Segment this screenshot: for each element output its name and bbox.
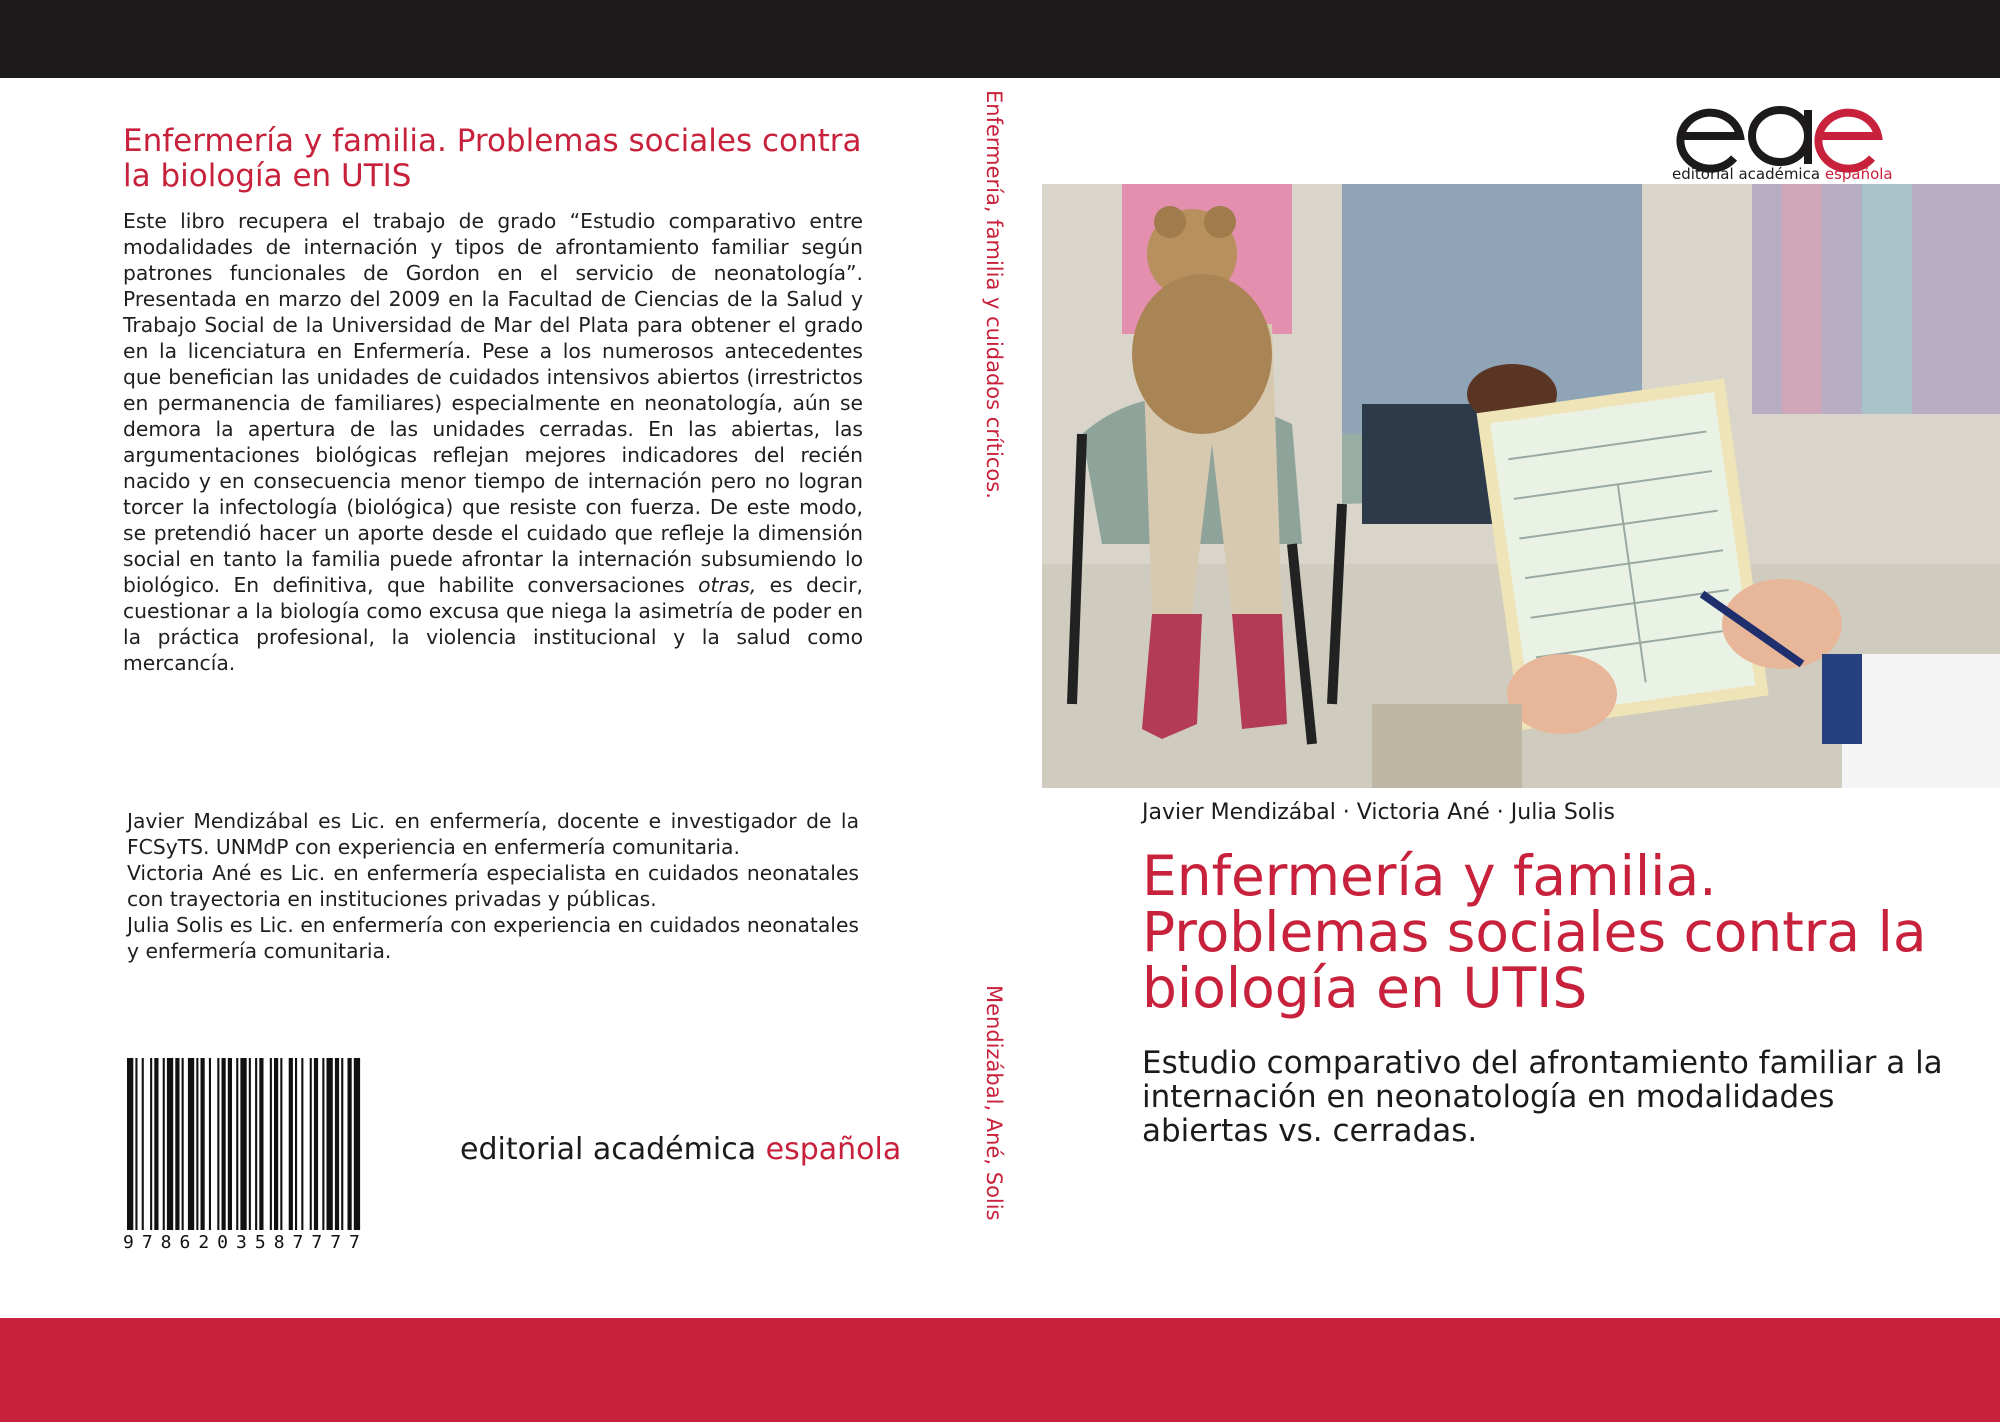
logo-caption-main: editorial académica bbox=[1672, 165, 1825, 183]
bottom-band bbox=[0, 1318, 2000, 1422]
spine-authors: Mendizábal, Ané, Solis bbox=[982, 985, 1006, 1221]
bio-ane: Victoria Ané es Lic. en enfermería especialista en cuidados neonatales con trayectoria en instituciones privadas y públicas. bbox=[127, 861, 859, 911]
logo-caption-accent: española bbox=[1824, 165, 1893, 183]
publisher-name: editorial académica bbox=[460, 1132, 766, 1167]
logo-caption bbox=[1672, 165, 1893, 183]
spine-title: Enfermería, familia y cuidados críticos. bbox=[982, 90, 1006, 499]
back-publisher-logo bbox=[460, 1132, 901, 1167]
blurb-end: es decir, cuestionar a la biología como excusa que niega la asimetría de poder en la práctica profesional, la violencia institucional y la salud como mercancía. bbox=[123, 573, 863, 675]
front-cover-subtitle: Estudio comparativo del afrontamiento familiar a la internación en neonatología en modalidades abiertas vs. cerradas. bbox=[1142, 1045, 1943, 1149]
bio-solis: Julia Solis es Lic. en enfermería con experiencia en cuidados neonatales y enfermería comunitaria. bbox=[127, 913, 859, 963]
isbn-digits: 9786203587777 bbox=[123, 1232, 368, 1253]
top-band bbox=[0, 0, 2000, 78]
bio-mendizabal: Javier Mendizábal es Lic. en enfermería, docente e investigador de la FCSyTS. UNMdP con experiencia en enfermería comunitaria. bbox=[127, 809, 859, 859]
back-cover-title: Enfermería y familia. Problemas sociales contra la biología en UTIS bbox=[123, 123, 862, 194]
author-bios bbox=[127, 808, 859, 964]
publisher-accent: española bbox=[765, 1132, 902, 1167]
front-cover-title: Enfermería y familia. Problemas sociales contra la biología en UTIS bbox=[1142, 844, 1927, 1020]
back-cover-blurb bbox=[123, 208, 863, 676]
front-authors: Javier Mendizábal · Victoria Ané · Julia Solis bbox=[1142, 800, 1616, 825]
blurb-text: Este libro recupera el trabajo de grado “Estudio comparativo entre modalidades de internación y tipos de afrontamiento familiar según patrones funcionales de Gordon en el servicio de neonatología”. Presentada en marzo del 2009 en la Facultad de Ciencias de la Salud y Trabajo Social de la Universidad de Mar del Plata para obtener el grado en la licenciatura en Enfermería. Pese a los numerosos antecedentes que benefician las unidades de cuidados intensivos abiertos (irrestrictos en permanencia de familiares) especialmente en neonatología, aún se demora la apertura de las unidades cerradas. En las abiertas, las argumentaciones biológicas reflejan mejores indicadores del recién nacido y en consecuencia menor tiempo de internación pero no logran torcer la infectología (biológica) que resiste con fuerza. De este modo, se pretendió hacer un aporte desde el cuidado que refleje la dimensión social en tanto la familia puede afrontar la internación subsumiendo lo biológico. En definitiva, que habilite conversaciones bbox=[123, 209, 863, 597]
blurb-italic: otras, bbox=[698, 573, 757, 597]
cover-photo bbox=[1042, 184, 2000, 788]
isbn-barcode bbox=[127, 1058, 433, 1250]
